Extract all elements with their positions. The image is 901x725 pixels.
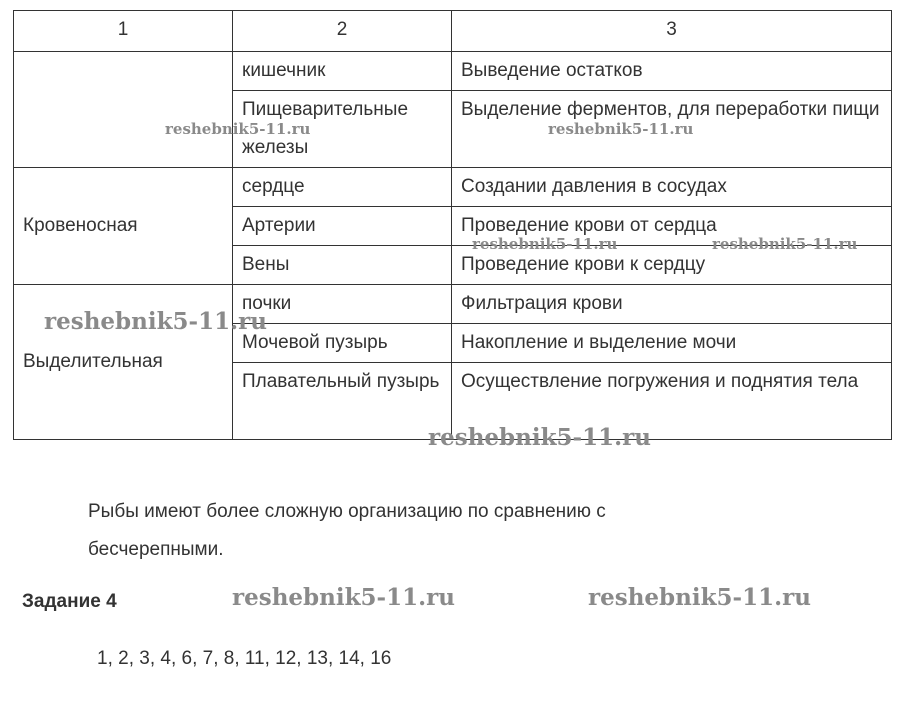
organ-cell: почки [233, 285, 452, 324]
function-cell: Проведение крови к сердцу [452, 246, 892, 285]
organ-cell: сердце [233, 168, 452, 207]
function-cell: Проведение крови от сердца [452, 207, 892, 246]
organ-systems-table [13, 10, 892, 440]
watermark: reshebnik5-11.ru [428, 424, 651, 451]
function-cell: Выведение остатков [452, 52, 892, 91]
table-row [14, 285, 892, 324]
table-row [14, 168, 892, 207]
task-answer: 1, 2, 3, 4, 6, 7, 8, 11, 12, 13, 14, 16 [97, 648, 392, 669]
watermark: reshebnik5-11.ru [165, 120, 311, 138]
watermark: reshebnik5-11.ru [548, 120, 694, 138]
conclusion-text: Рыбы имеют более сложную организацию по сравнению с бесчерепными. [88, 501, 606, 560]
function-cell: Создании давления в сосудах [452, 168, 892, 207]
watermark: reshebnik5-11.ru [712, 235, 858, 253]
watermark: reshebnik5-11.ru [588, 584, 811, 611]
watermark: reshebnik5-11.ru [232, 584, 455, 611]
function-cell: Выделение ферментов, для переработки пищи [452, 91, 892, 168]
organ-cell: Артерии [233, 207, 452, 246]
function-cell: Фильтрация крови [452, 285, 892, 324]
function-cell: Накопление и выделение мочи [452, 324, 892, 363]
task-title: Задание 4 [22, 591, 117, 612]
function-cell: Осуществление погружения и поднятия тела [452, 363, 892, 440]
table-row [14, 52, 892, 91]
organ-cell: Плавательный пузырь [233, 363, 452, 440]
system-cell: Кровеносная [14, 168, 233, 285]
system-cell: Выделительная [14, 285, 233, 440]
table-header-row [14, 11, 892, 52]
organ-cell: Пищеварительные железы [233, 91, 452, 168]
watermark: reshebnik5-11.ru [472, 235, 618, 253]
system-cell [14, 52, 233, 168]
organ-cell: Вены [233, 246, 452, 285]
column-header-2: 2 [233, 11, 452, 52]
organ-cell: кишечник [233, 52, 452, 91]
column-header-3: 3 [452, 11, 892, 52]
column-header-1: 1 [14, 11, 233, 52]
organ-cell: Мочевой пузырь [233, 324, 452, 363]
watermark: reshebnik5-11.ru [44, 308, 267, 335]
